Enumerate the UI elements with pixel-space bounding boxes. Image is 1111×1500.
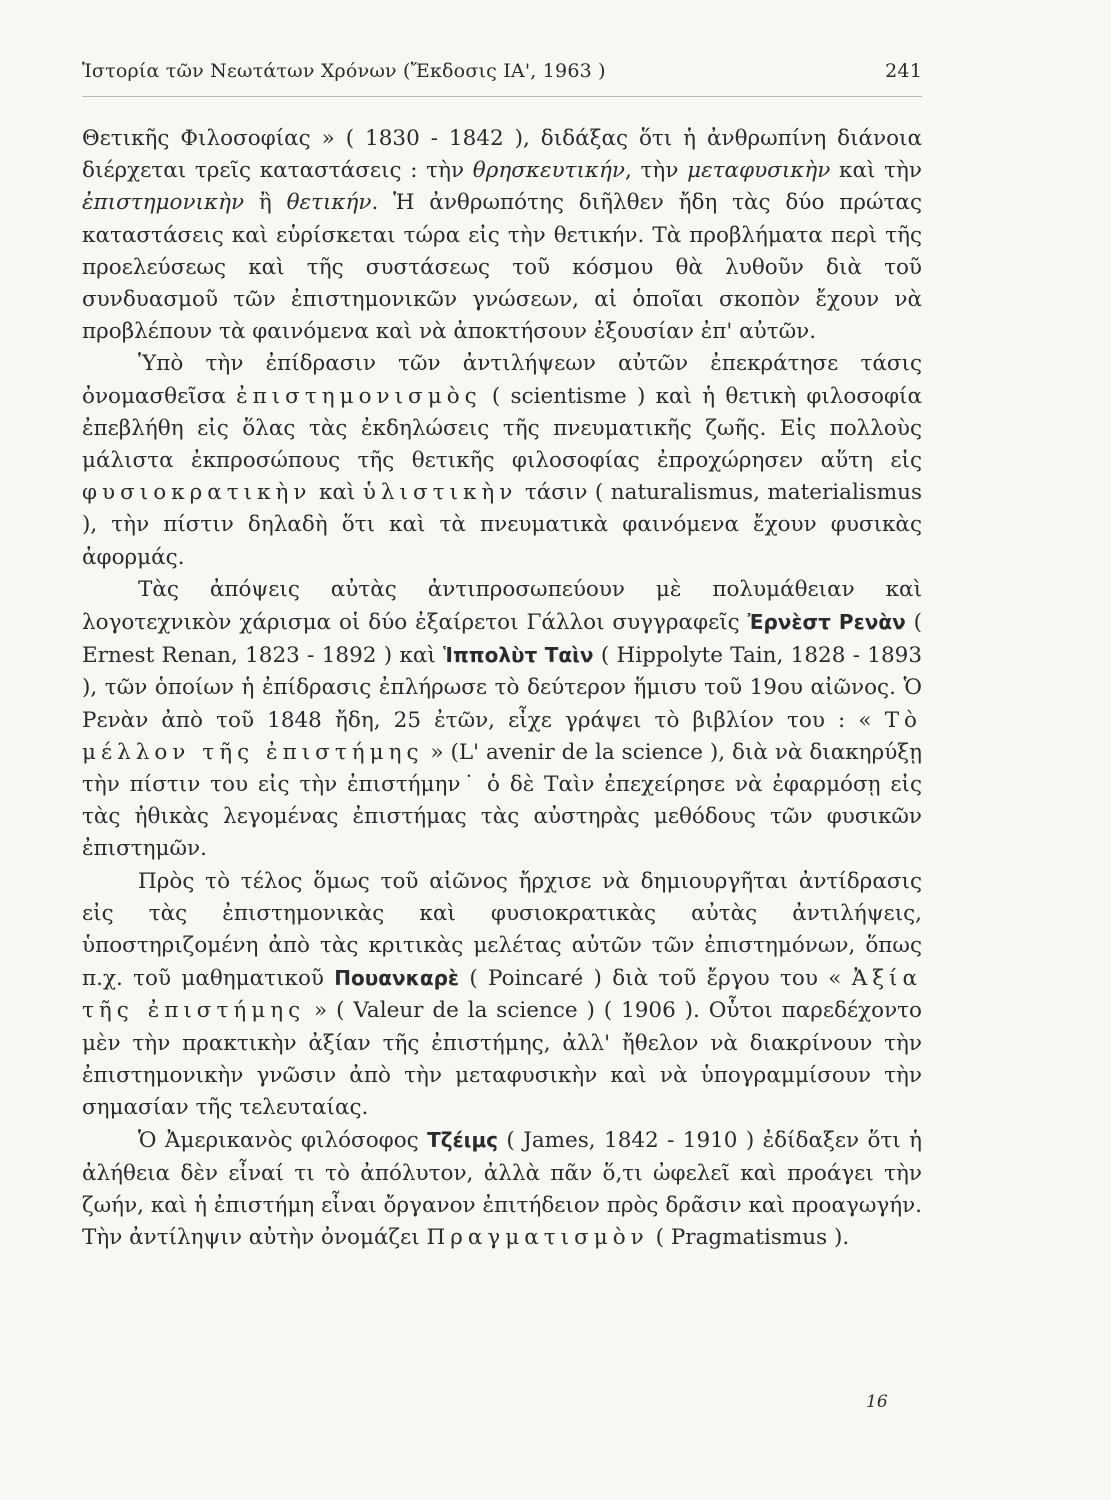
- text-run: Ὁ Ἀμερικανὸς φιλόσοφος: [138, 1128, 428, 1154]
- text-run: ( James, 1842 - 1910 ) ἐδίδαξεν ὅτι ἡ ἀλήθεια δὲν εἶναί τι τὸ ἀπόλυτον, ἀλλὰ πᾶν ὅ,τι ὠφελεῖ καὶ προάγει τὴν ζωήν, καὶ ἡ ἐπιστήμη εἶναι ὄργανον ἐπιτήδειον πρὸς δρᾶσιν καὶ προαγωγήν. Τὴν ἀντίληψιν αὐτὴν ὀνομάζει: [82, 1128, 922, 1250]
- emphasis-run: φυσιοκρατικὴν: [82, 480, 312, 506]
- paragraph: [82, 1124, 922, 1254]
- paragraph: [82, 123, 922, 348]
- text-run: » ( Valeur de la science ) ( 1906 ). Οὗτοι παρεδέχοντο μὲν τὴν πρακτικὴν ἀξίαν τῆς ἐπιστήμης, ἀλλ' ἤθελον νὰ διακρίνουν τὴν ἐπιστημονικὴν γνῶσιν ἀπὸ τὴν μεταφυσικὴν καὶ νὰ ὑπογραμμίσουν τὴν σημασίαν τῆς τελευταίας.: [82, 998, 922, 1121]
- page-number: 241: [885, 60, 922, 82]
- header-rule: [82, 96, 922, 97]
- text-run: ἢ: [244, 190, 287, 216]
- emphasis-run: ἐπιστημονισμὸς: [236, 383, 482, 409]
- emphasis-run: θρησκευτικήν: [472, 158, 625, 184]
- emphasis-run: Τὸ μέλλον τῆς ἐπιστήμης: [82, 707, 922, 765]
- paragraph: [82, 574, 922, 866]
- text-run: , τὴν: [624, 158, 688, 184]
- text-run: ( Pragmatismus ).: [648, 1224, 850, 1250]
- signature-mark: 16: [866, 1392, 888, 1412]
- paragraph: [82, 348, 922, 573]
- emphasis-run: ἐπιστημονικὴν: [82, 190, 245, 216]
- text-run: καὶ τὴν: [830, 158, 922, 184]
- text-run: » (L' avenir de la science ), διὰ νὰ διακηρύξῃ τὴν πίστιν του εἰς τὴν ἐπιστήμην˙ ὁ δὲ Ταὶν ἐπεχείρησε νὰ ἐφαρμόσῃ εἰς τὰς ἠθικὰς λεγομένας ἐπιστήμας τὰς αὐστηρὰς μεθόδους τῶν φυσικῶν ἐπιστημῶν.: [82, 739, 923, 862]
- text-run: Τὰς ἀπόψεις αὐτὰς ἀντιπροσωπεύουν μὲ πολυμάθειαν καὶ λογοτεχνικὸν χάρισμα οἱ δύο ἐξαίρετοι Γάλλοι συγγραφεῖς: [82, 576, 922, 636]
- text-run: Θετικῆς Φιλοσοφίας » ( 1830 - 1842 ), διδάξας ὅτι ἡ ἀνθρωπίνη διάνοια διέρχεται τρεῖς καταστάσεις : τὴν: [82, 126, 922, 184]
- emphasis-run: Τζέιμς: [427, 1128, 499, 1153]
- text-run: Πρὸς τὸ τέλος ὅμως τοῦ αἰῶνος ἤρχισε νὰ δημιουργῆται ἀντίδρασις εἰς τὰς ἐπιστημονικὰς καὶ φυσιοκρατικὰς αὐτὰς ἀντιλήψεις, ὑποστηριζομένη ἀπὸ τὰς κριτικὰς μελέτας αὐτῶν τῶν ἐπιστημόνων, ὅπως π.χ. τοῦ μαθηματικοῦ: [82, 868, 922, 992]
- text-run: . Ἡ ἀνθρωπότης διῆλθεν ἤδη τὰς δύο πρώτας καταστάσεις καὶ εὑρίσκεται τώρα εἰς τὴν θετικήν. Τὰ προβλήματα περὶ τῆς προελεύσεως καὶ τῆς συστάσεως τοῦ κόσμου θὰ λυθοῦν διὰ τοῦ συνδυασμοῦ τῶν ἐπιστημονικῶν γνώσεων, αἱ ὁποῖαι σκοπὸν ἔχουν νὰ προβλέπουν τὰ φαινόμενα καὶ νὰ ἀποκτήσουν ἐξουσίαν ἐπ' αὐτῶν.: [82, 190, 922, 345]
- text-run: καὶ: [311, 480, 363, 506]
- text-run: ( Hippolyte Tain, 1828 - 1893 ), τῶν ὁποίων ἡ ἐπίδρασις ἐπλήρωσε τὸ δεύτερον ἥμισυ τοῦ 19ου αἰῶνος. Ὁ Ρενὰν ἀπὸ τοῦ 1848 ἤδη, 25 ἐτῶν, εἶχε γράψει τὸ βιβλίον του : «: [82, 643, 922, 733]
- text-run: ( Poincaré ) διὰ τοῦ ἔργου του «: [459, 966, 852, 992]
- running-header: [82, 60, 922, 82]
- emphasis-run: Ἐρνὲστ Ρενὰν: [747, 610, 906, 635]
- text-run: τάσιν ( naturalismus, materialismus ), τὴν πίστιν δηλαδὴ ὅτι καὶ τὰ πνευματικὰ φαινόμενα ἔχουν φυσικὰς ἀφορμάς.: [82, 480, 922, 570]
- emphasis-run: Ἀξία τῆς ἐπιστήμης: [82, 966, 923, 1024]
- emphasis-run: μεταφυσικὴν: [687, 158, 831, 184]
- emphasis-run: Ἱππολὺτ Ταὶν: [443, 643, 594, 668]
- text-run: ( Ernest Renan, 1823 - 1892 ) καὶ: [82, 610, 923, 669]
- emphasis-run: ὑλιστικὴν: [362, 480, 518, 506]
- text-run: ( scientisme ) καὶ ἡ θετικὴ φιλοσοφία ἐπεβλήθη εἰς ὅλας τὰς ἐκδηλώσεις τῆς πνευματικῆς ζωῆς. Εἰς πολλοὺς μάλιστα ἐκπροσώπους τῆς θετικῆς φιλοσοφίας ἐπροχώρησεν αὕτη εἰς: [82, 383, 922, 474]
- running-header-title: Ἱστορία τῶν Νεωτάτων Χρόνων (Ἔκδοσις ΙΑ', 1963 ): [82, 60, 606, 82]
- emphasis-run: Πουανκαρὲ: [334, 966, 460, 991]
- body-text: [82, 123, 922, 1254]
- emphasis-run: Πραγματισμὸν: [426, 1224, 649, 1250]
- emphasis-run: θετικήν: [286, 190, 372, 216]
- paragraph: [82, 866, 922, 1125]
- text-run: Ὑπὸ τὴν ἐπίδρασιν τῶν ἀντιλήψεων αὐτῶν ἐπεκράτησε τάσις ὀνομασθεῖσα: [82, 351, 922, 409]
